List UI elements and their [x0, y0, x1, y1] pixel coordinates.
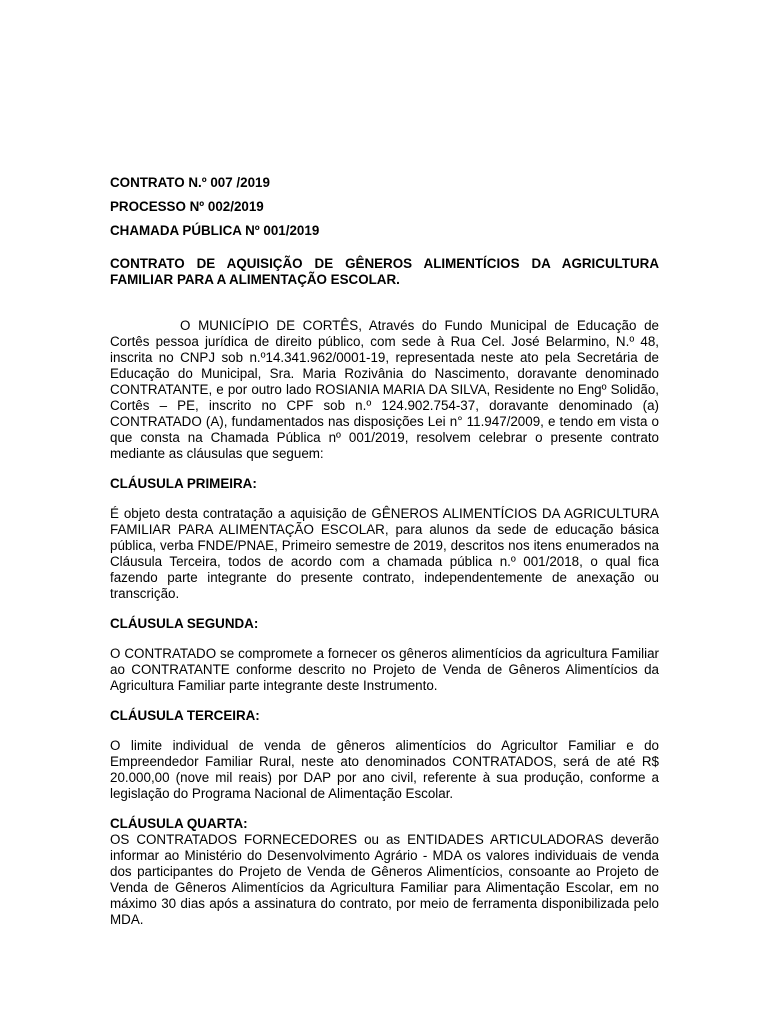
public-call-number: CHAMADA PÚBLICA Nº 001/2019	[110, 223, 320, 238]
clause-3-title: CLÁUSULA TERCEIRA:	[110, 708, 260, 723]
intro-paragraph: O MUNICÍPIO DE CORTÊS, Através do Fundo Municipal de Educação de Cortês pessoa jurídica de direito público, com sede à Rua Cel. José Belarmino, N.º 48, inscrita no CNPJ sob n.º14.341.962/0001-19, representada neste ato pela Secretária de Educação do Municipal, Sra. Maria Rozivânia do Nascimento, doravante denominado CONTRATANTE, e por outro lado ROSIANIA MARIA DA SILVA, Residente no Engº Solidão, Cortês – PE, inscrito no CPF sob n.º 124.902.754-37, doravante denominado (a) CONTRATADO (A), fundamentados nas disposições Lei n° 11.947/2009, e tendo em vista o que consta na Chamada Pública nº 001/2019, resolvem celebrar o presente contrato mediante as cláusulas que seguem:	[110, 318, 659, 461]
process-number: PROCESSO Nº 002/2019	[110, 199, 264, 214]
clause-2-text: O CONTRATADO se compromete a fornecer os gêneros alimentícios da agricultura Familiar ao CONTRATANTE conforme descrito no Projeto de Venda de Gêneros Alimentícios da Agricultura Familiar parte integrante deste Instrumento.	[110, 646, 659, 693]
contract-title-line-1: CONTRATO DE AQUISIÇÃO DE GÊNEROS ALIMENTÍCIOS DA AGRICULTURA	[110, 256, 659, 271]
contract-document	[110, 174, 659, 928]
clause-1-text: É objeto desta contratação a aquisição de GÊNEROS ALIMENTÍCIOS DA AGRICULTURA FAMILIAR PARA ALIMENTAÇÃO ESCOLAR, para alunos da sede de educação básica pública, verba FNDE/PNAE, Primeiro semestre de 2019, descritos nos itens enumerados na Cláusula Terceira, todos de acordo com a chamada pública n.º 001/2018, o qual fica fazendo parte integrante do presente contrato, independentemente de anexação ou transcrição.	[110, 506, 659, 601]
contract-title-line-2: FAMILIAR PARA A ALIMENTAÇÃO ESCOLAR.	[110, 272, 400, 287]
contract-number: CONTRATO N.º 007 /2019	[110, 175, 270, 190]
clause-4-text: OS CONTRATADOS FORNECEDORES ou as ENTIDADES ARTICULADORAS deverão informar ao Ministério do Desenvolvimento Agrário - MDA os valores individuais de venda dos participantes do Projeto de Venda de Gêneros Alimentícios, consoante ao Projeto de Venda de Gêneros Alimentícios da Agricultura Familiar para Alimentação Escolar, em no máximo 30 dias após a assinatura do contrato, por meio de ferramenta disponibilizada pelo MDA.	[110, 832, 659, 927]
clause-2-title: CLÁUSULA SEGUNDA:	[110, 616, 259, 631]
clause-4-title: CLÁUSULA QUARTA:	[110, 816, 248, 831]
contract-title	[110, 256, 659, 288]
clause-3-text: O limite individual de venda de gêneros alimentícios do Agricultor Familiar e do Empreendedor Familiar Rural, neste ato denominados CONTRATADOS, será de até R$ 20.000,00 (nove mil reais) por DAP por ano civil, referente à sua produção, conforme a legislação do Programa Nacional de Alimentação Escolar.	[110, 738, 659, 801]
clause-1-title: CLÁUSULA PRIMEIRA:	[110, 476, 257, 491]
